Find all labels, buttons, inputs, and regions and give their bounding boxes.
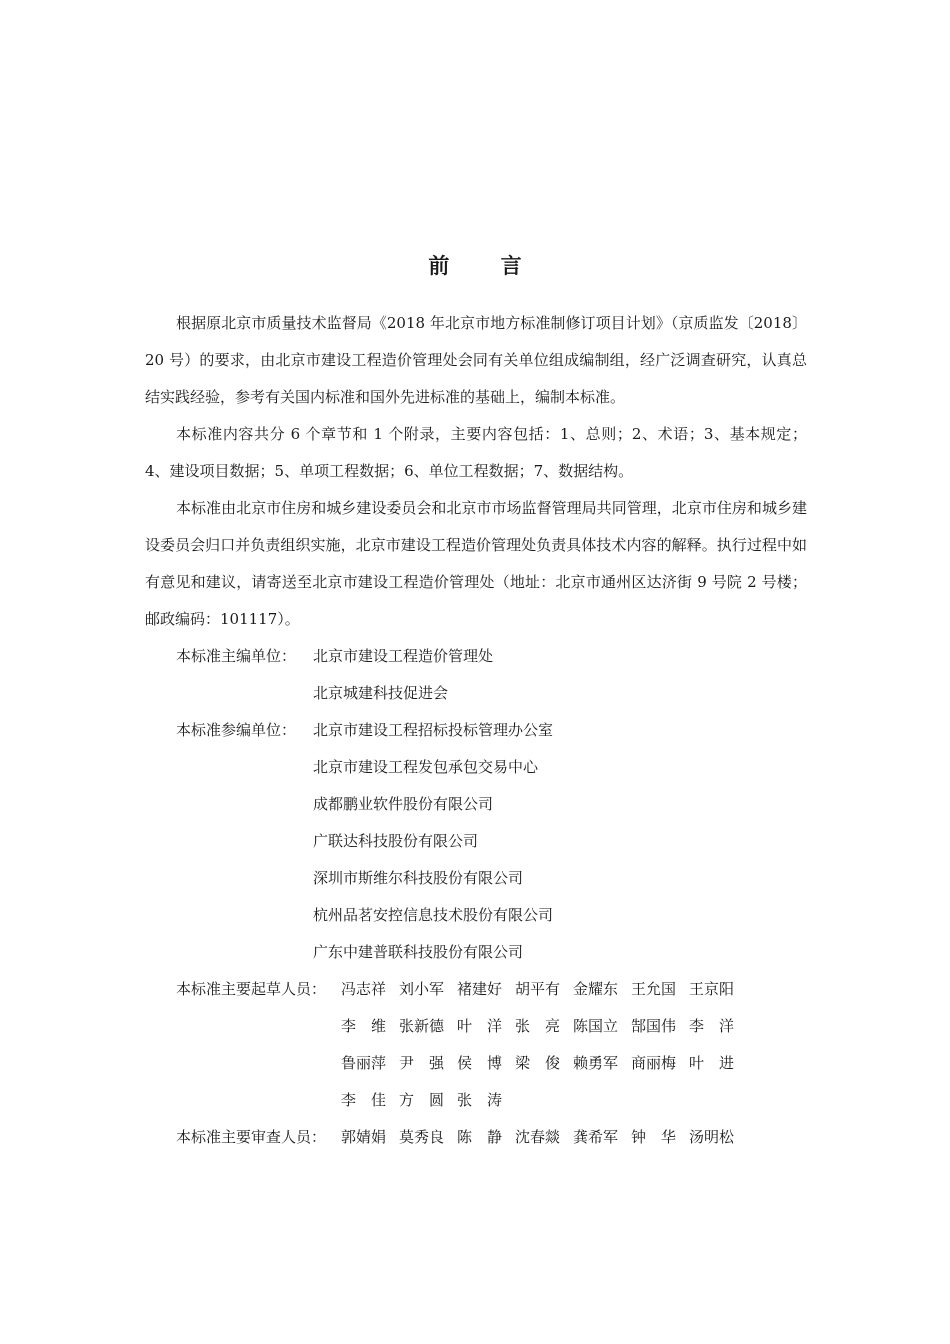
participating-unit: 广联达科技股份有限公司	[313, 832, 479, 850]
drafter-name: 叶 进	[689, 1054, 735, 1072]
participating-unit: 杭州品茗安控信息技术股份有限公司	[313, 906, 554, 924]
drafter-name: 张 亮	[515, 1017, 561, 1035]
drafter-name: 胡平有	[515, 980, 561, 998]
paragraph-contents: 本标准内容共分 6 个章节和 1 个附录，主要内容包括：1、总则；2、术语；3、基本规定；4、建设项目数据；5、单项工程数据；6、单位工程数据；7、数据结构。	[145, 425, 807, 480]
paragraph-management: 本标准由北京市住房和城乡建设委员会和北京市市场监督管理局共同管理，北京市住房和城乡建设委员会归口并负责组织实施，北京市建设工程造价管理处负责具体技术内容的解释。执行过程中如有意见和建议，请寄送至北京市建设工程造价管理处（地址：北京市通州区达济街 9 号院 2 号楼；邮政编码：101117）。	[145, 499, 807, 628]
drafter-name: 叶 洋	[457, 1017, 503, 1035]
preface-body	[145, 305, 807, 1156]
drafter-name: 方 圆	[399, 1091, 445, 1109]
drafter-name: 张 涛	[457, 1091, 503, 1109]
drafters-block	[145, 971, 807, 1119]
participating-unit: 广东中建普联科技股份有限公司	[313, 943, 524, 961]
drafter-name: 冯志祥	[341, 980, 387, 998]
reviewers-block	[145, 1119, 807, 1156]
chief-units-label: 本标准主编单位：	[176, 647, 297, 665]
drafter-name: 李 维	[341, 1017, 387, 1035]
chief-units-block	[145, 638, 807, 712]
participating-units-label: 本标准参编单位：	[176, 721, 297, 739]
reviewer-name: 莫秀良	[399, 1128, 445, 1146]
drafter-name: 尹 强	[399, 1054, 445, 1072]
paragraph-background: 根据原北京市质量技术监督局《2018 年北京市地方标准制修订项目计划》（京质监发〔2018〕20 号）的要求，由北京市建设工程造价管理处会同有关单位组成编制组，经广泛调查研究，认真总结实践经验，参考有关国内标准和国外先进标准的基础上，编制本标准。	[145, 314, 807, 406]
reviewer-name: 钟 华	[631, 1128, 677, 1146]
drafter-name: 鲁丽萍	[341, 1054, 387, 1072]
reviewers-label: 本标准主要审查人员：	[176, 1128, 327, 1146]
drafter-name: 王允国	[631, 980, 677, 998]
drafter-name: 刘小军	[399, 980, 445, 998]
drafter-name: 王京阳	[689, 980, 735, 998]
participating-unit: 北京市建设工程招标投标管理办公室	[313, 721, 554, 739]
drafter-name: 张新德	[399, 1017, 445, 1035]
page-title: 前 言	[428, 254, 544, 278]
participating-units-block	[145, 712, 807, 971]
drafter-name: 商丽梅	[631, 1054, 677, 1072]
participating-unit: 深圳市斯维尔科技股份有限公司	[313, 869, 524, 887]
chief-unit: 北京城建科技促进会	[313, 684, 449, 702]
drafter-name: 赖勇军	[573, 1054, 619, 1072]
drafter-name: 金耀东	[573, 980, 619, 998]
drafters-label: 本标准主要起草人员：	[176, 980, 327, 998]
drafter-name: 梁 俊	[515, 1054, 561, 1072]
reviewer-name: 郭婧娟	[341, 1128, 387, 1146]
reviewer-name: 陈 静	[457, 1128, 503, 1146]
drafter-name: 李 洋	[689, 1017, 735, 1035]
drafter-name: 李 佳	[341, 1091, 387, 1109]
drafter-name: 郜国伟	[631, 1017, 677, 1035]
participating-unit: 成都鹏业软件股份有限公司	[313, 795, 494, 813]
drafter-name: 侯 博	[457, 1054, 503, 1072]
reviewer-name: 龚希军	[573, 1128, 619, 1146]
reviewer-name: 汤明松	[689, 1128, 735, 1146]
drafter-name: 陈国立	[573, 1017, 619, 1035]
reviewer-name: 沈春燚	[515, 1128, 561, 1146]
chief-unit: 北京市建设工程造价管理处	[313, 647, 494, 665]
drafter-name: 褚建好	[457, 980, 503, 998]
participating-unit: 北京市建设工程发包承包交易中心	[313, 758, 539, 776]
